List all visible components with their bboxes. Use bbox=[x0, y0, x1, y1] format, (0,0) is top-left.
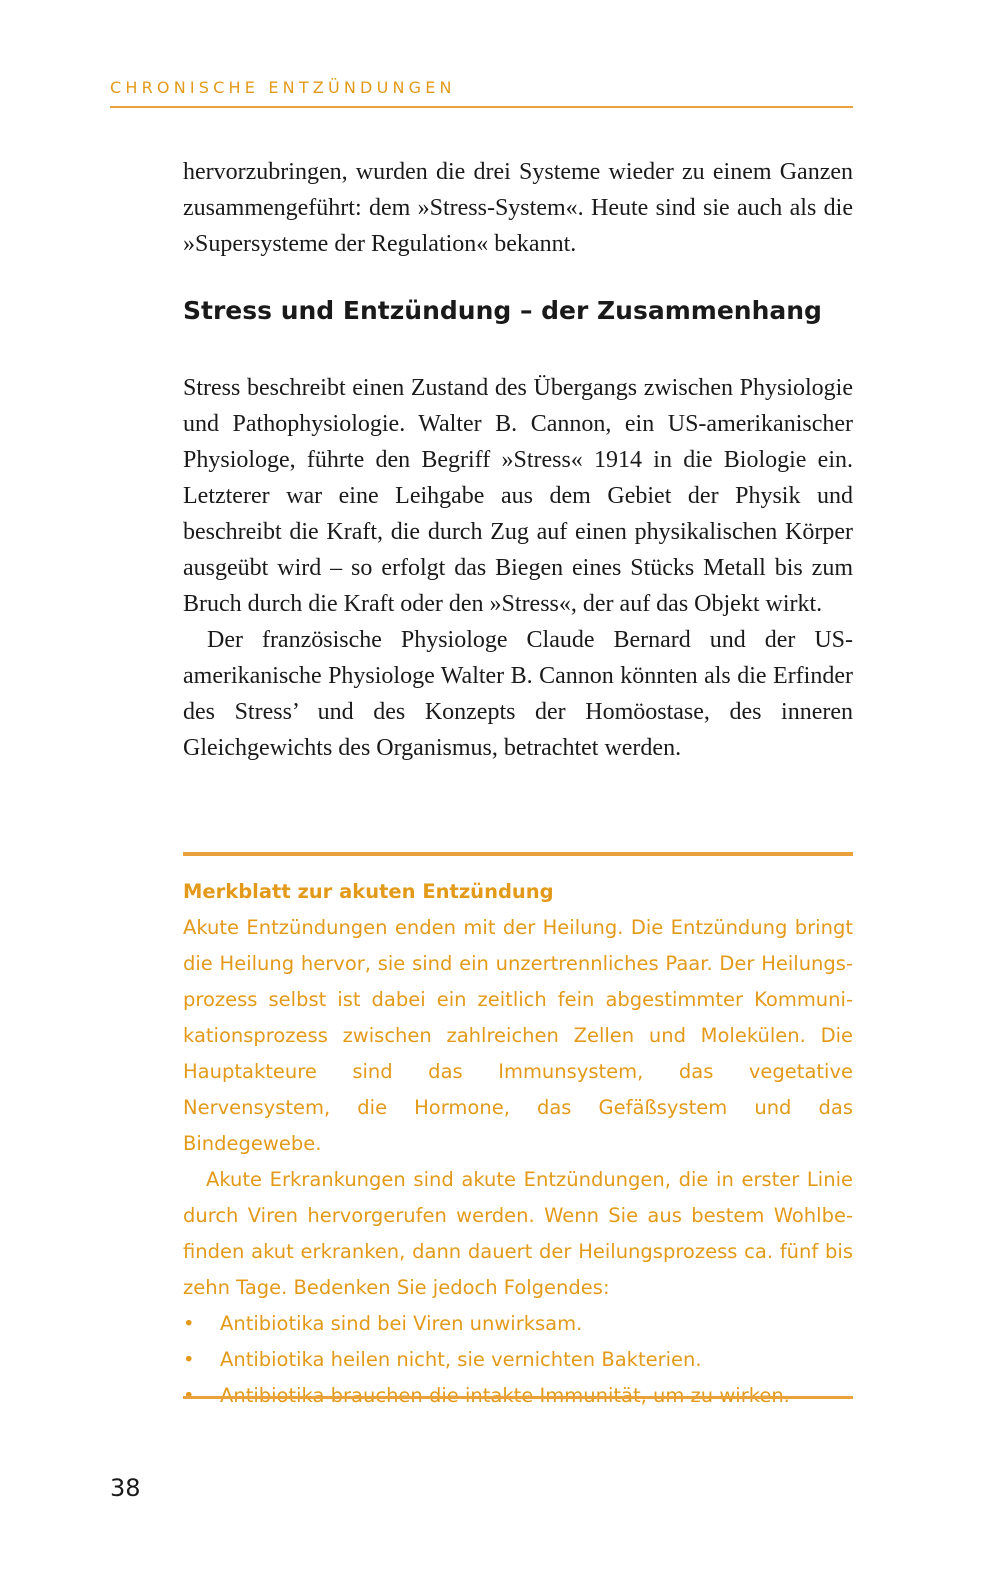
intro-paragraph: hervorzubringen, wurden die drei Systeme wieder zu einem Ganzen zusammengeführt: dem »Stress-System«. Heute sind sie auch als die »Supersysteme der Regulation« bekannt. bbox=[183, 159, 853, 257]
bullet-icon: • bbox=[183, 1312, 195, 1335]
intro-text bbox=[183, 154, 853, 262]
list-item-text: Antibiotika heilen nicht, sie vernichten Bakterien. bbox=[220, 1348, 702, 1371]
box-top-rule bbox=[183, 852, 853, 856]
running-head: CHRONISCHE ENTZÜNDUNGEN bbox=[110, 78, 456, 97]
box-bottom-rule bbox=[183, 1396, 853, 1399]
paragraph: Der französische Physiologe Claude Bernard und der US-amerikanische Physiologe Walter B. Cannon könnten als die Erfinder des Stress’ und des Konzepts der Homöostase, des inneren Gleichgewichts des Organismus, betrachtet werden. bbox=[183, 627, 853, 761]
bullet-icon: • bbox=[183, 1348, 195, 1371]
list-item bbox=[183, 1342, 853, 1378]
list-item bbox=[183, 1306, 853, 1342]
info-box-paragraph: Akute Entzündungen enden mit der Heilung. Die Entzündung bringt die Heilung hervor, sie sind ein unzertrennliches Paar. Der Heilungsprozess selbst ist dabei ein zeitlich fein abgestimmter Kommunikationsprozess zwischen zahlreichen Zellen und Molekülen. Die Hauptakteure sind das Immunsystem, das vegetative Nervensystem, die Hormone, das Gefäßsystem und das Bindegewebe. bbox=[183, 916, 853, 1155]
paragraph: Stress beschreibt einen Zustand des Übergangs zwischen Physiologie und Pathophysiologie. Walter B. Cannon, ein US-amerikanischer Physiologe, führte den Begriff »Stress« 1914 in die Biologie ein. Letzterer war eine Leihgabe aus dem Gebiet der Physik und beschreibt die Kraft, die durch Zug auf einen physikalischen Körper ausgeübt wird – so erfolgt das Biegen eines Stücks Metall bis zum Bruch durch die Kraft oder den »Stress«, der auf das Objekt wirkt. bbox=[183, 375, 853, 617]
page-number: 38 bbox=[110, 1474, 141, 1502]
info-box-title: Merkblatt zur akuten Entzündung bbox=[183, 880, 554, 903]
header-rule bbox=[110, 106, 853, 108]
list-item-text: Antibiotika sind bei Viren unwirksam. bbox=[220, 1312, 583, 1335]
main-text bbox=[183, 370, 853, 766]
section-heading: Stress und Entzündung – der Zusammenhang bbox=[183, 296, 822, 325]
info-box-paragraph: Akute Erkrankungen sind akute Entzündungen, die in erster Linie durch Viren hervorgerufen werden. Wenn Sie aus bestem Wohlbefinden akut erkranken, dann dauert der Heilungsprozess ca. fünf bis zehn Tage. Bedenken Sie jedoch Folgendes: bbox=[183, 1168, 853, 1299]
info-box bbox=[183, 874, 853, 1414]
